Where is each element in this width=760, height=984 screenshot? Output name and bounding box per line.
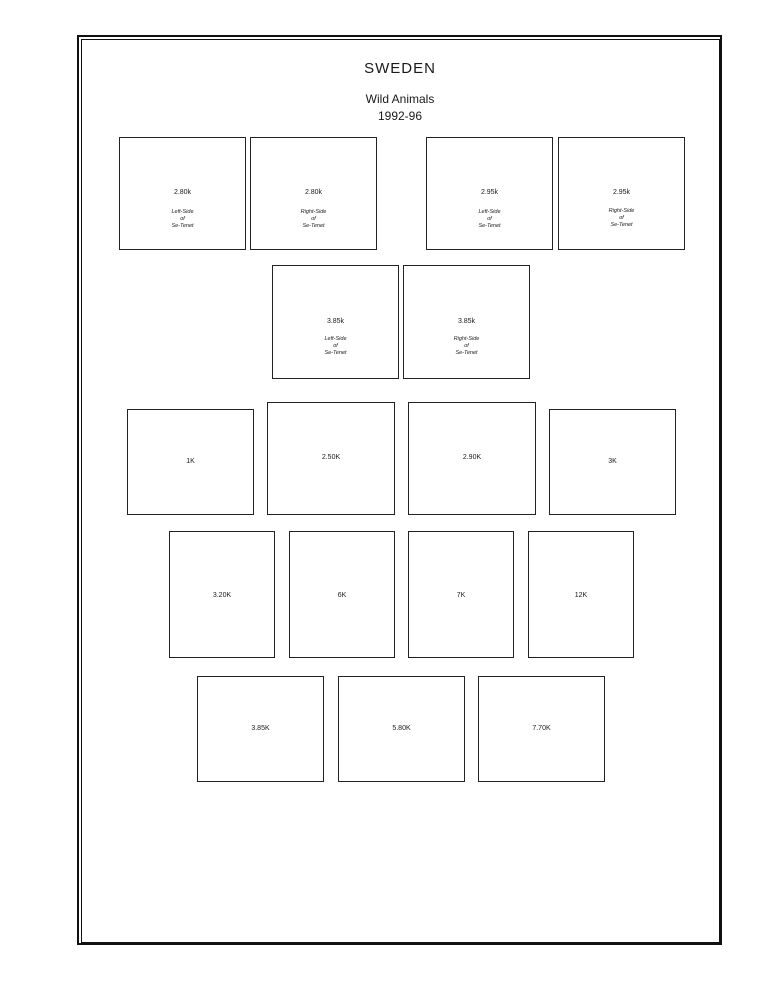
- stamp-value: 7.70K: [532, 725, 551, 732]
- stamp-box: [558, 137, 685, 250]
- stamp-box: [403, 265, 530, 379]
- stamp-value: 2.90K: [462, 454, 482, 461]
- stamp-box: [169, 531, 275, 658]
- stamp-box: [289, 531, 395, 658]
- page-title: SWEDEN: [364, 60, 436, 77]
- stamp-box: [408, 531, 514, 658]
- stamp-box: [426, 137, 553, 250]
- stamp-value: 3K: [608, 458, 617, 465]
- stamp-value: 1K: [186, 458, 195, 465]
- stamp-box: [127, 409, 254, 515]
- stamp-value: 12K: [574, 592, 588, 599]
- stamp-value: 3.85k: [326, 318, 345, 325]
- stamp-note: Left-Side of Se-Tenet: [171, 209, 194, 229]
- stamp-note: Right-Side of Se-Tenet: [300, 209, 327, 229]
- stamp-box: [338, 676, 465, 782]
- stamp-value: 2.50K: [321, 454, 341, 461]
- page-years: 1992-96: [377, 109, 423, 123]
- stamp-note: Right-Side of Se-Tenet: [608, 208, 635, 228]
- stamp-note: Left-Side of Se-Tenet: [478, 209, 501, 229]
- stamp-box: [272, 265, 399, 379]
- stamp-box: [197, 676, 324, 782]
- stamp-box: [119, 137, 246, 250]
- stamp-box: [250, 137, 377, 250]
- stamp-value: 2.80k: [173, 189, 192, 196]
- stamp-value: 2.95k: [480, 189, 499, 196]
- stamp-note: Left-Side of Se-Tenet: [324, 336, 347, 356]
- stamp-value: 7K: [456, 592, 466, 599]
- stamp-box: [549, 409, 676, 515]
- stamp-value: 3.20K: [212, 592, 232, 599]
- stamp-note: Right-Side of Se-Tenet: [453, 336, 480, 356]
- page-subtitle: Wild Animals: [365, 92, 435, 106]
- stamp-box: [528, 531, 634, 658]
- stamp-box: [267, 402, 395, 515]
- stamp-value: 3.85k: [457, 318, 476, 325]
- stamp-box: [408, 402, 536, 515]
- stamp-value: 5.80K: [392, 725, 411, 732]
- stamp-value: 2.95k: [612, 189, 631, 196]
- stamp-box: [478, 676, 605, 782]
- stamp-value: 2.80k: [304, 189, 323, 196]
- stamp-value: 6K: [337, 592, 347, 599]
- stamp-value: 3.85K: [251, 725, 270, 732]
